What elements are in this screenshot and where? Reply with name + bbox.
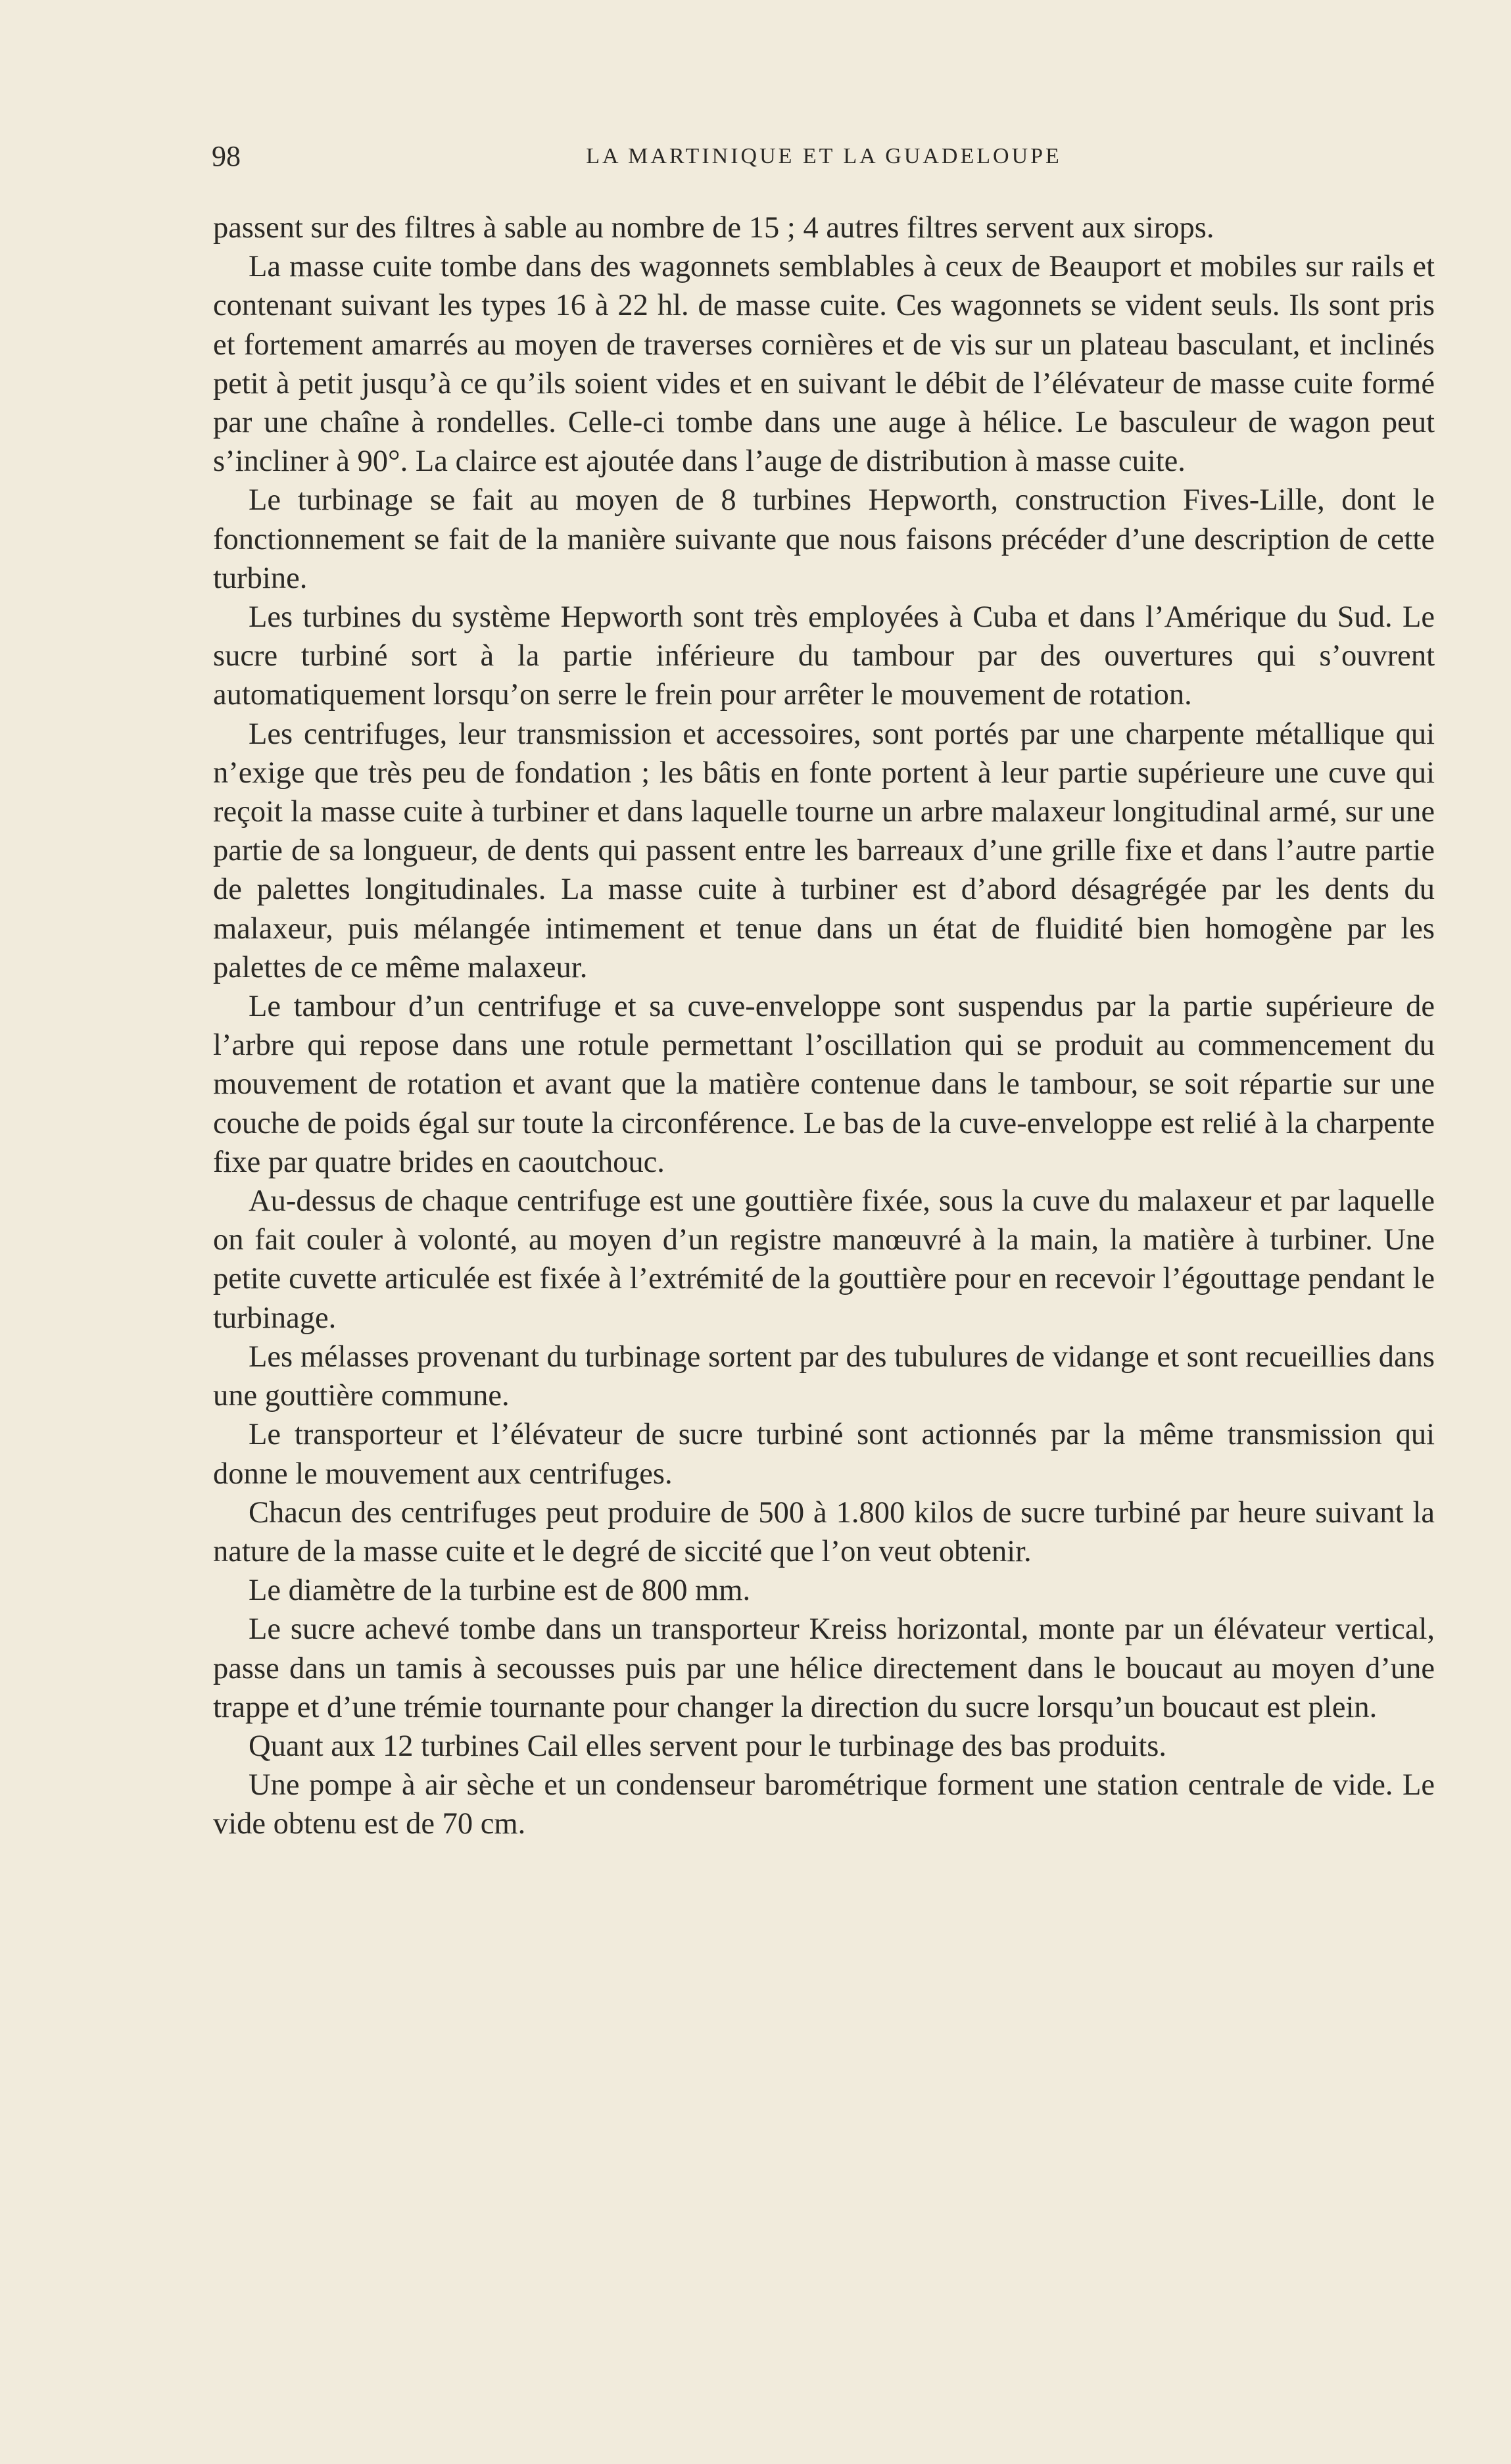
paragraph: Chacun des centrifuges peut produire de 500 à 1.800 kilos de sucre turbiné par heure suivant la nature de la masse cuite et le degré de siccité que l’on veut obtenir. (213, 1495, 1435, 1568)
page-number: 98 (212, 140, 241, 172)
paragraph: Le tambour d’un centrifuge et sa cuve-enveloppe sont suspendus par la partie supérieure de l’arbre qui repose dans une rotule permettant l’oscillation qui se produit au commencement du mouvement de rotation et avant que la matière contenue dans le tambour, se soit répartie sur une couche de poids égal sur toute la circonférence. Le bas de la cuve-enveloppe est relié à la charpente fixe par quatre brides en caoutchouc. (213, 990, 1435, 1179)
paragraph: La masse cuite tombe dans des wagonnets semblables à ceux de Beauport et mobiles sur rails et contenant suivant les types 16 à 22 hl. de masse cuite. Ces wagonnets se vident seuls. Ils sont pris et fortement amarrés au moyen de traverses cornières et de vis sur un plateau basculant, et inclinés petit à petit jusqu’à ce qu’ils soient vides et en suivant le débit de l’élévateur de masse cuite formé par une chaîne à rondelles. Celle-ci tombe dans une auge à hélice. Le basculeur de wagon peut s’incliner à 90°. La clairce est ajoutée dans l’auge de distribution à masse cuite. (213, 250, 1435, 479)
paragraph: Le sucre achevé tombe dans un transporteur Kreiss horizontal, monte par un élévateur vertical, passe dans un tamis à secousses puis par une hélice directement dans le boucaut au moyen d’une trappe et d’une trémie tournante pour changer la direction du sucre lorsqu’un boucaut est plein. (213, 1612, 1435, 1724)
paragraph: Le turbinage se fait au moyen de 8 turbines Hepworth, construction Fives-Lille, dont le fonctionnement se fait de la manière suivante que nous faisons précéder d’une description de cette turbine. (213, 483, 1435, 595)
running-title: LA MARTINIQUE ET LA GUADELOUPE (586, 144, 1062, 168)
paragraph: Les turbines du système Hepworth sont très employées à Cuba et dans l’Amérique du Sud. Le sucre turbiné sort à la partie inférieure du tambour par des ouvertures qui s’ouvrent automatiquement lorsqu’on serre le frein pour arrêter le mouvement de rotation. (213, 600, 1435, 712)
paragraph: Au-dessus de chaque centrifuge est une gouttière fixée, sous la cuve du malaxeur et par laquelle on fait couler à volonté, au moyen d’un registre manœuvré à la main, la matière à turbiner. Une petite cuvette articulée est fixée à l’extrémité de la gouttière pour en recevoir l’égouttage pendant le turbinage. (213, 1184, 1435, 1335)
paragraph: Quant aux 12 turbines Cail elles servent pour le turbinage des bas produits. (249, 1729, 1166, 1763)
paragraph: Le transporteur et l’élévateur de sucre turbiné sont actionnés par la même transmission qui donne le mouvement aux centrifuges. (213, 1418, 1435, 1491)
paragraph: Une pompe à air sèche et un condenseur barométrique forment une station centrale de vide. Le vide obtenu est de 70 cm. (213, 1768, 1435, 1841)
body-text (213, 208, 1435, 1844)
paragraph: Les centrifuges, leur transmission et accessoires, sont portés par une charpente métallique qui n’exige que très peu de fondation ; les bâtis en fonte portent à leur partie supérieure une cuve qui reçoit la masse cuite à turbiner et dans laquelle tourne un arbre malaxeur longitudinal armé, sur une partie de sa longueur, de dents qui passent entre les barreaux d’une grille fixe et dans l’autre partie de palettes longitudinales. La masse cuite à turbiner est d’abord désagrégée par les dents du malaxeur, puis mélangée intimement et tenue dans un état de fluidité bien homogène par les palettes de ce même malaxeur. (213, 717, 1435, 984)
paragraph: Les mélasses provenant du turbinage sortent par des tubulures de vidange et sont recueillies dans une gouttière commune. (213, 1340, 1435, 1413)
paragraph: passent sur des filtres à sable au nombre de 15 ; 4 autres filtres servent aux sirops. (213, 211, 1214, 245)
running-header (212, 137, 1436, 176)
paragraph: Le diamètre de la turbine est de 800 mm. (249, 1574, 751, 1608)
